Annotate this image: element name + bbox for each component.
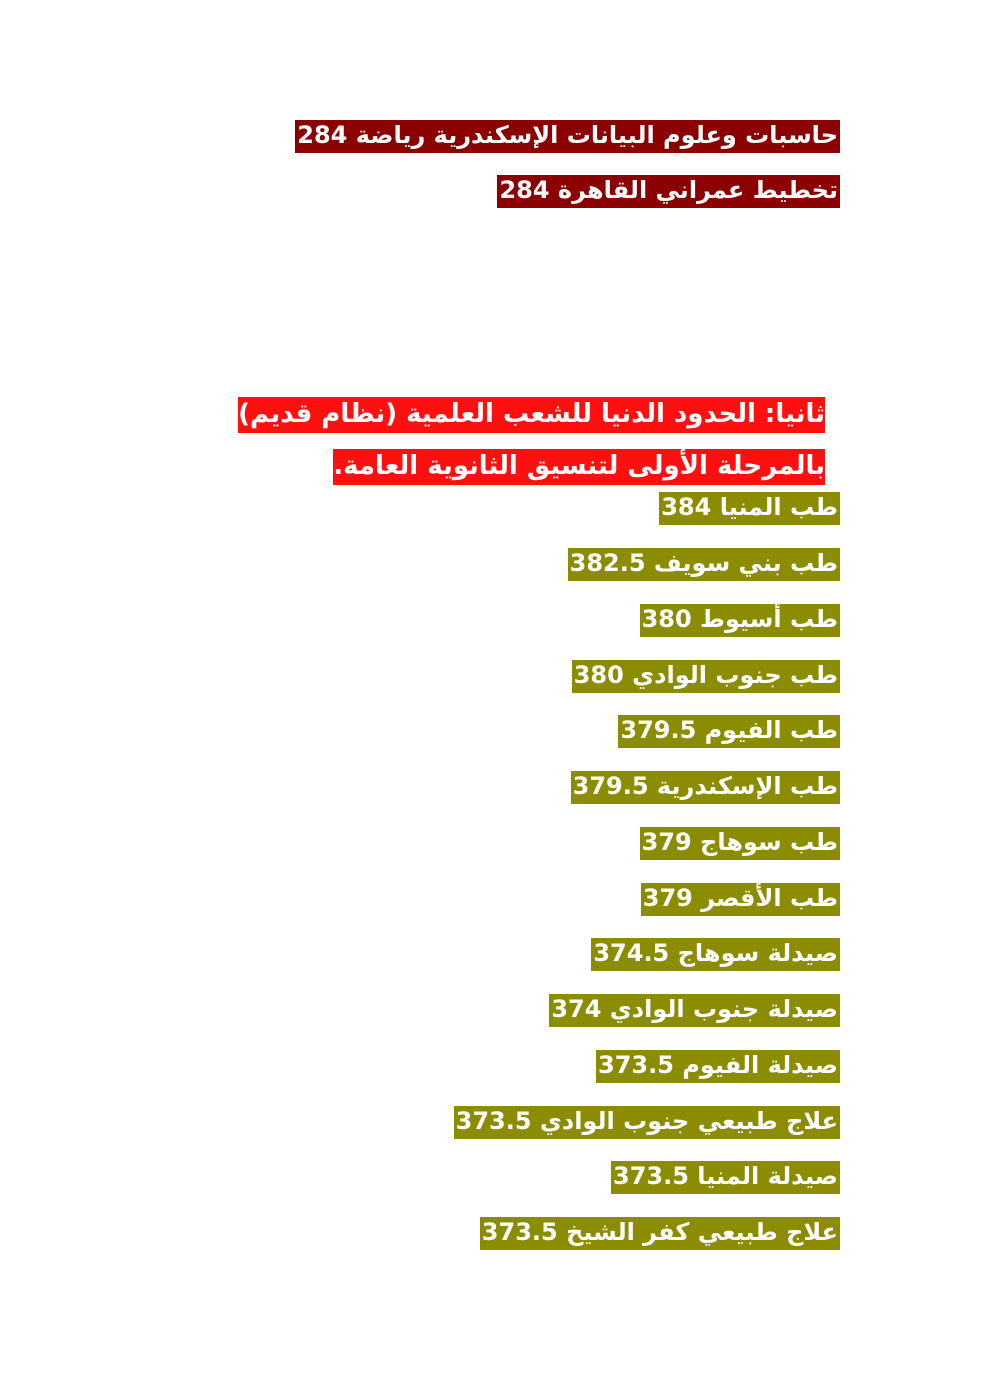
- list-item: [640, 827, 840, 860]
- list-item-text: علاج طبيعي كفر الشيخ 373.5: [480, 1217, 840, 1250]
- list-item-text: طب الأقصر 379: [641, 883, 840, 916]
- top-line-1-text: حاسبات وعلوم البيانات الإسكندرية رياضة 284: [295, 120, 840, 153]
- list-item-text: صيدلة الفيوم 373.5: [596, 1050, 840, 1083]
- list-item-text: صيدلة سوهاج 374.5: [591, 938, 840, 971]
- list-item: [568, 548, 840, 581]
- list-item: [572, 660, 840, 693]
- list-item: [611, 1161, 840, 1194]
- list-item-text: طب الفيوم 379.5: [618, 715, 840, 748]
- list-item: [641, 883, 840, 916]
- list-item-text: طب سوهاج 379: [640, 827, 840, 860]
- list-item: [618, 715, 840, 748]
- list-item: [480, 1217, 840, 1250]
- list-item: [659, 492, 840, 525]
- list-item: [640, 604, 840, 637]
- list-item: [591, 938, 840, 971]
- list-item-text: طب جنوب الوادي 380: [572, 660, 840, 693]
- top-line-2-text: تخطيط عمراني القاهرة 284: [497, 175, 840, 208]
- list-item-text: طب بني سويف 382.5: [568, 548, 840, 581]
- list-item: [454, 1106, 840, 1139]
- top-line-1: [295, 120, 840, 153]
- section-heading: [155, 388, 825, 492]
- list-item: [549, 994, 840, 1027]
- list-item-text: صيدلة جنوب الوادي 374: [549, 994, 840, 1027]
- list-item-text: طب الإسكندرية 379.5: [571, 771, 840, 804]
- section-heading-text: ثانيا: الحدود الدنيا للشعب العلمية (نظام قديم) بالمرحلة الأولى لتنسيق الثانوية العامة.: [238, 397, 825, 485]
- top-line-2: [497, 175, 840, 208]
- list-item-text: طب أسيوط 380: [640, 604, 840, 637]
- list-item-text: صيدلة المنيا 373.5: [611, 1161, 840, 1194]
- list-item-text: علاج طبيعي جنوب الوادي 373.5: [454, 1106, 840, 1139]
- list-item: [596, 1050, 840, 1083]
- list-item-text: طب المنيا 384: [659, 492, 840, 525]
- list-item: [571, 771, 840, 804]
